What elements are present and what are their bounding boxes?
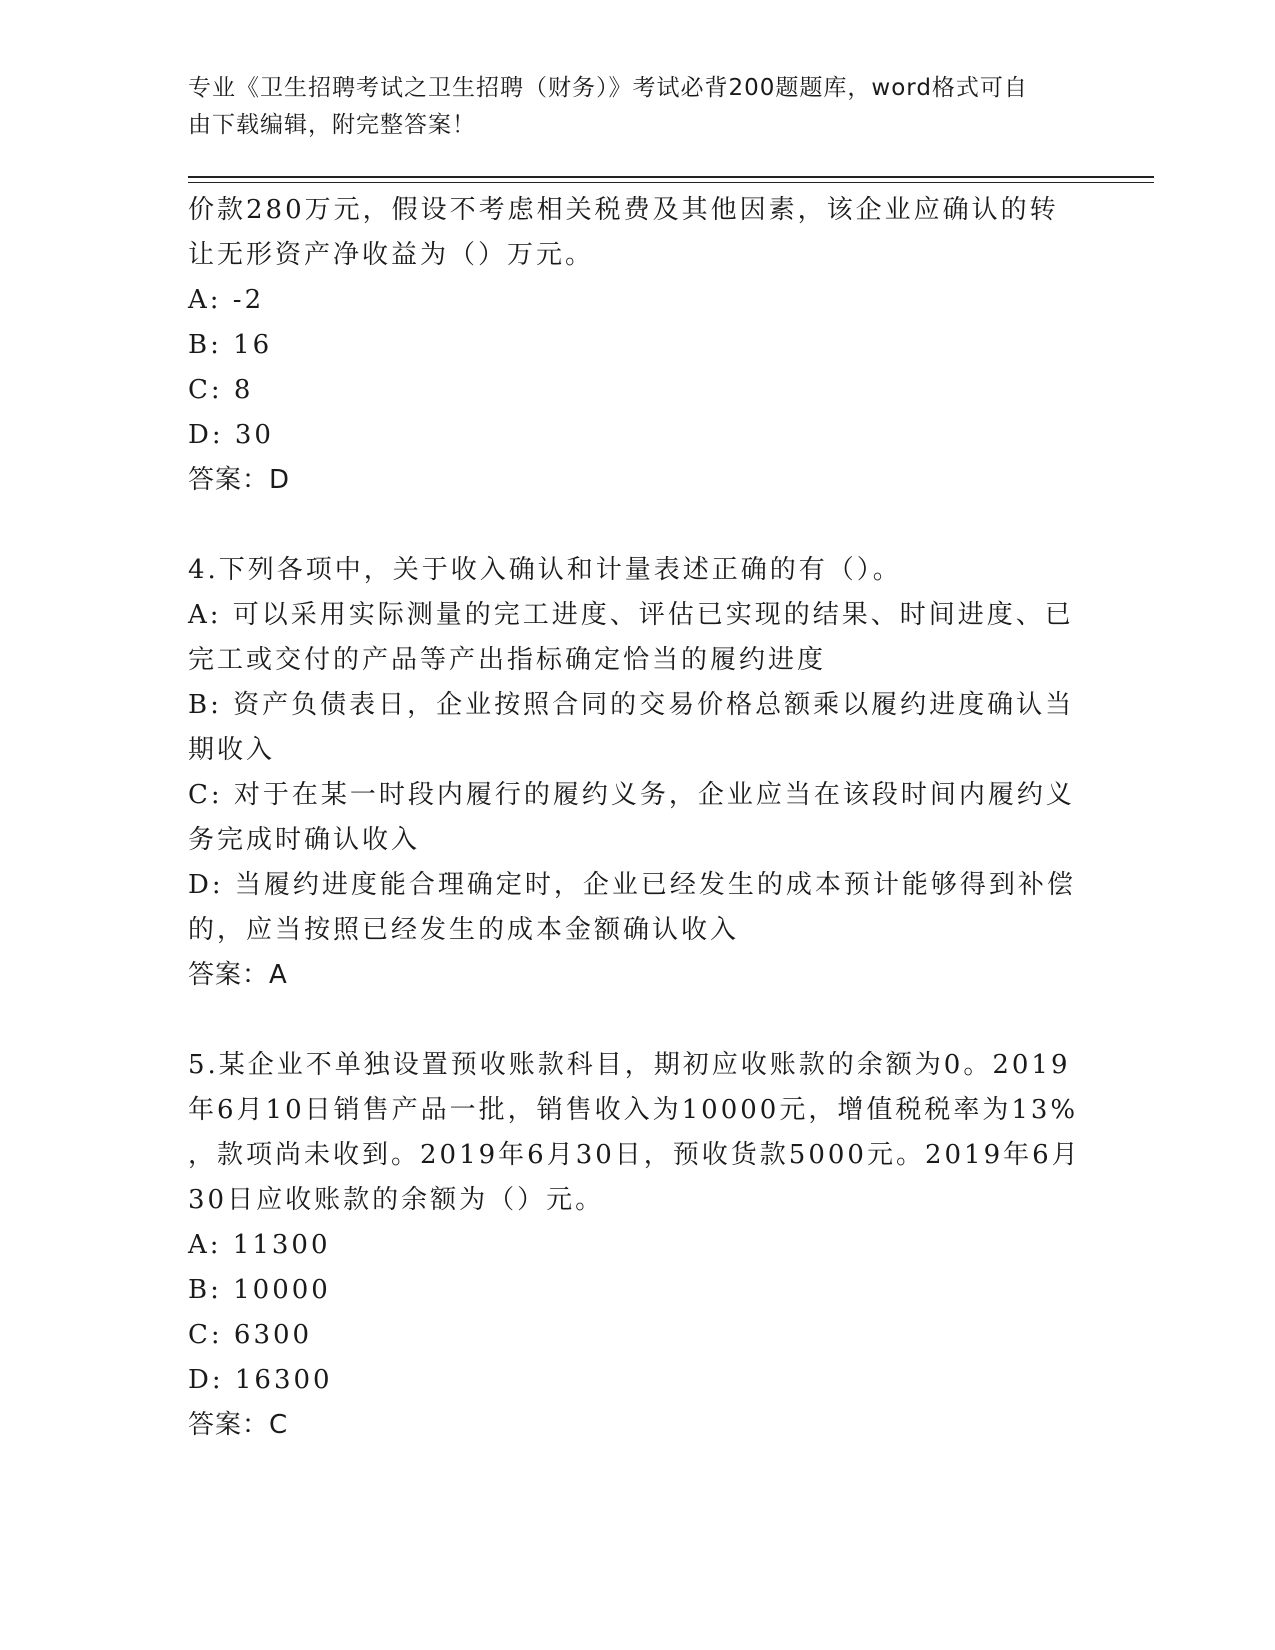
question-3-answer: 答案：D xyxy=(188,465,291,495)
question-3-stem-line-1: 价款280万元，假设不考虑相关税费及其他因素，该企业应确认的转 xyxy=(188,195,1059,225)
question-4-option-a-line-2: 完工或交付的产品等产出指标确定恰当的履约进度 xyxy=(188,645,827,675)
question-5-stem-line-2: 年6月10日销售产品一批，销售收入为10000元，增值税税率为13% xyxy=(188,1095,1079,1125)
question-4-option-c-line-2: 务完成时确认收入 xyxy=(188,825,421,855)
question-4-option-c-line-1: C: 对于在某一时段内履行的履约义务，企业应当在该段时间内履约义 xyxy=(188,780,1075,810)
question-3-option-c: C: 8 xyxy=(188,375,254,405)
header-rule-thick xyxy=(188,176,1154,178)
question-3-option-b: B: 16 xyxy=(188,330,273,360)
question-4-option-b-line-2: 期收入 xyxy=(188,735,276,765)
question-4-option-a-line-1: A: 可以采用实际测量的完工进度、评估已实现的结果、时间进度、已 xyxy=(188,600,1074,630)
question-5-stem-line-1: 5.某企业不单独设置预收账款科目，期初应收账款的余额为0。2019 xyxy=(188,1050,1071,1080)
question-4-option-b-line-1: B: 资产负债表日，企业按照合同的交易价格总额乘以履约进度确认当 xyxy=(188,690,1075,720)
question-5-option-a: A: 11300 xyxy=(188,1230,331,1260)
question-5 xyxy=(188,1043,1088,1448)
question-5-option-b: B: 10000 xyxy=(188,1275,331,1305)
header-line-2: 由下载编辑，附完整答案！ xyxy=(188,112,476,138)
header-rule-thin xyxy=(188,182,1154,183)
question-4-option-d-line-2: 的，应当按照已经发生的成本金额确认收入 xyxy=(188,915,740,945)
question-3-stem-line-2: 让无形资产净收益为（）万元。 xyxy=(188,240,595,270)
document-header xyxy=(188,70,1068,144)
question-3-option-d: D: 30 xyxy=(188,420,274,450)
question-4-option-d-line-1: D: 当履约进度能合理确定时，企业已经发生的成本预计能够得到补偿 xyxy=(188,870,1076,900)
question-5-option-c: C: 6300 xyxy=(188,1320,313,1350)
question-4-stem: 4.下列各项中，关于收入确认和计量表述正确的有（）。 xyxy=(188,555,902,585)
spacer xyxy=(188,998,1088,1043)
question-3-option-a: A: -2 xyxy=(188,285,265,315)
question-4 xyxy=(188,548,1088,998)
header-line-1: 专业《卫生招聘考试之卫生招聘（财务）》考试必背200题题库，word格式可自 xyxy=(188,75,1028,101)
question-5-answer: 答案：C xyxy=(188,1410,289,1440)
question-5-option-d: D: 16300 xyxy=(188,1365,333,1395)
question-3 xyxy=(188,188,1088,503)
question-5-stem-line-4: 30日应收账款的余额为（）元。 xyxy=(188,1185,605,1215)
question-4-answer: 答案：A xyxy=(188,960,288,990)
spacer xyxy=(188,503,1088,548)
question-5-stem-line-3: ，款项尚未收到。2019年6月30日，预收货款5000元。2019年6月 xyxy=(188,1140,1081,1170)
question-content xyxy=(188,188,1088,1448)
